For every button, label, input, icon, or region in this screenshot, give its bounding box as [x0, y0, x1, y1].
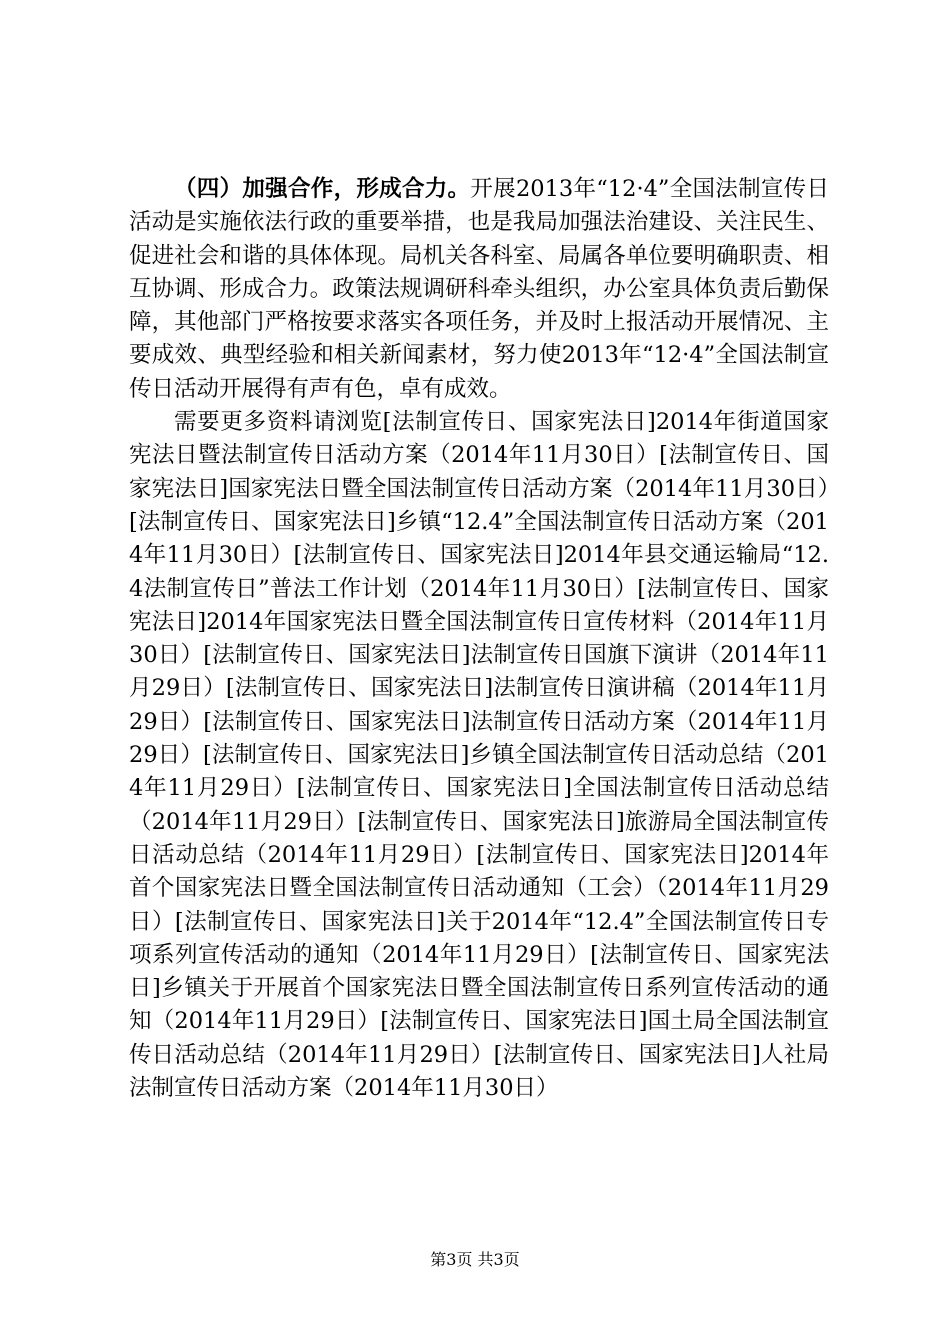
- paragraph-text: 需要更多资料请浏览[法制宣传日、国家宪法日]2014年街道国家宪法日暨法制宣传日活动方案（2014年11月30日）[法制宣传日、国家宪法日]国家宪法日暨全国法制宣传日活动方案（2014年11月30日）[法制宣传日、国家宪法日]乡镇“12.4”全国法制宣传日活动方案（2014年11月30日）[法制宣传日、国家宪法日]2014年县交通运输局“12.4法制宣传日”普法工作计划（2014年11月30日）[法制宣传日、国家宪法日]2014年国家宪法日暨全国法制宣传日宣传材料（2014年11月30日）[法制宣传日、国家宪法日]法制宣传日国旗下演讲（2014年11月29日）[法制宣传日、国家宪法日]法制宣传日演讲稿（2014年11月29日）[法制宣传日、国家宪法日]法制宣传日活动方案（2014年11月29日）[法制宣传日、国家宪法日]乡镇全国法制宣传日活动总结（2014年11月29日）[法制宣传日、国家宪法日]全国法制宣传日活动总结（2014年11月29日）[法制宣传日、国家宪法日]旅游局全国法制宣传日活动总结（2014年11月29日）[法制宣传日、国家宪法日]2014年首个国家宪法日暨全国法制宣传日活动通知（工会）（2014年11月29日）[法制宣传日、国家宪法日]关于2014年“12.4”全国法制宣传日专项系列宣传活动的通知（2014年11月29日）[法制宣传日、国家宪法日]乡镇关于开展首个国家宪法日暨全国法制宣传日系列宣传活动的通知（2014年11月29日）[法制宣传日、国家宪法日]国土局全国法制宣传日活动总结（2014年11月29日）[法制宣传日、国家宪法日]人社局法制宣传日活动方案（2014年11月30日）: [129, 409, 829, 1102]
- page-number: 第3页 共3页: [430, 1250, 520, 1269]
- document-body: [129, 173, 829, 1105]
- paragraph-cooperation: [129, 173, 829, 406]
- page-footer: [0, 1249, 950, 1271]
- paragraph-heading: （四）加强合作，形成合力。: [174, 176, 471, 202]
- paragraph-text: 开展2013年“12·4”全国法制宣传日活动是实施依法行政的重要举措，也是我局加强法治建设、关注民生、促进社会和谐的具体体现。局机关各科室、局属各单位要明确职责、相互协调、形成合力。政策法规调研科牵头组织，办公室具体负责后勤保障，其他部门严格按要求落实各项任务，并及时上报活动开展情况、主要成效、典型经验和相关新闻素材，努力使2013年“12·4”全国法制宣传日活动开展得有声有色，卓有成效。: [129, 176, 829, 402]
- paragraph-related-resources: [129, 406, 829, 1105]
